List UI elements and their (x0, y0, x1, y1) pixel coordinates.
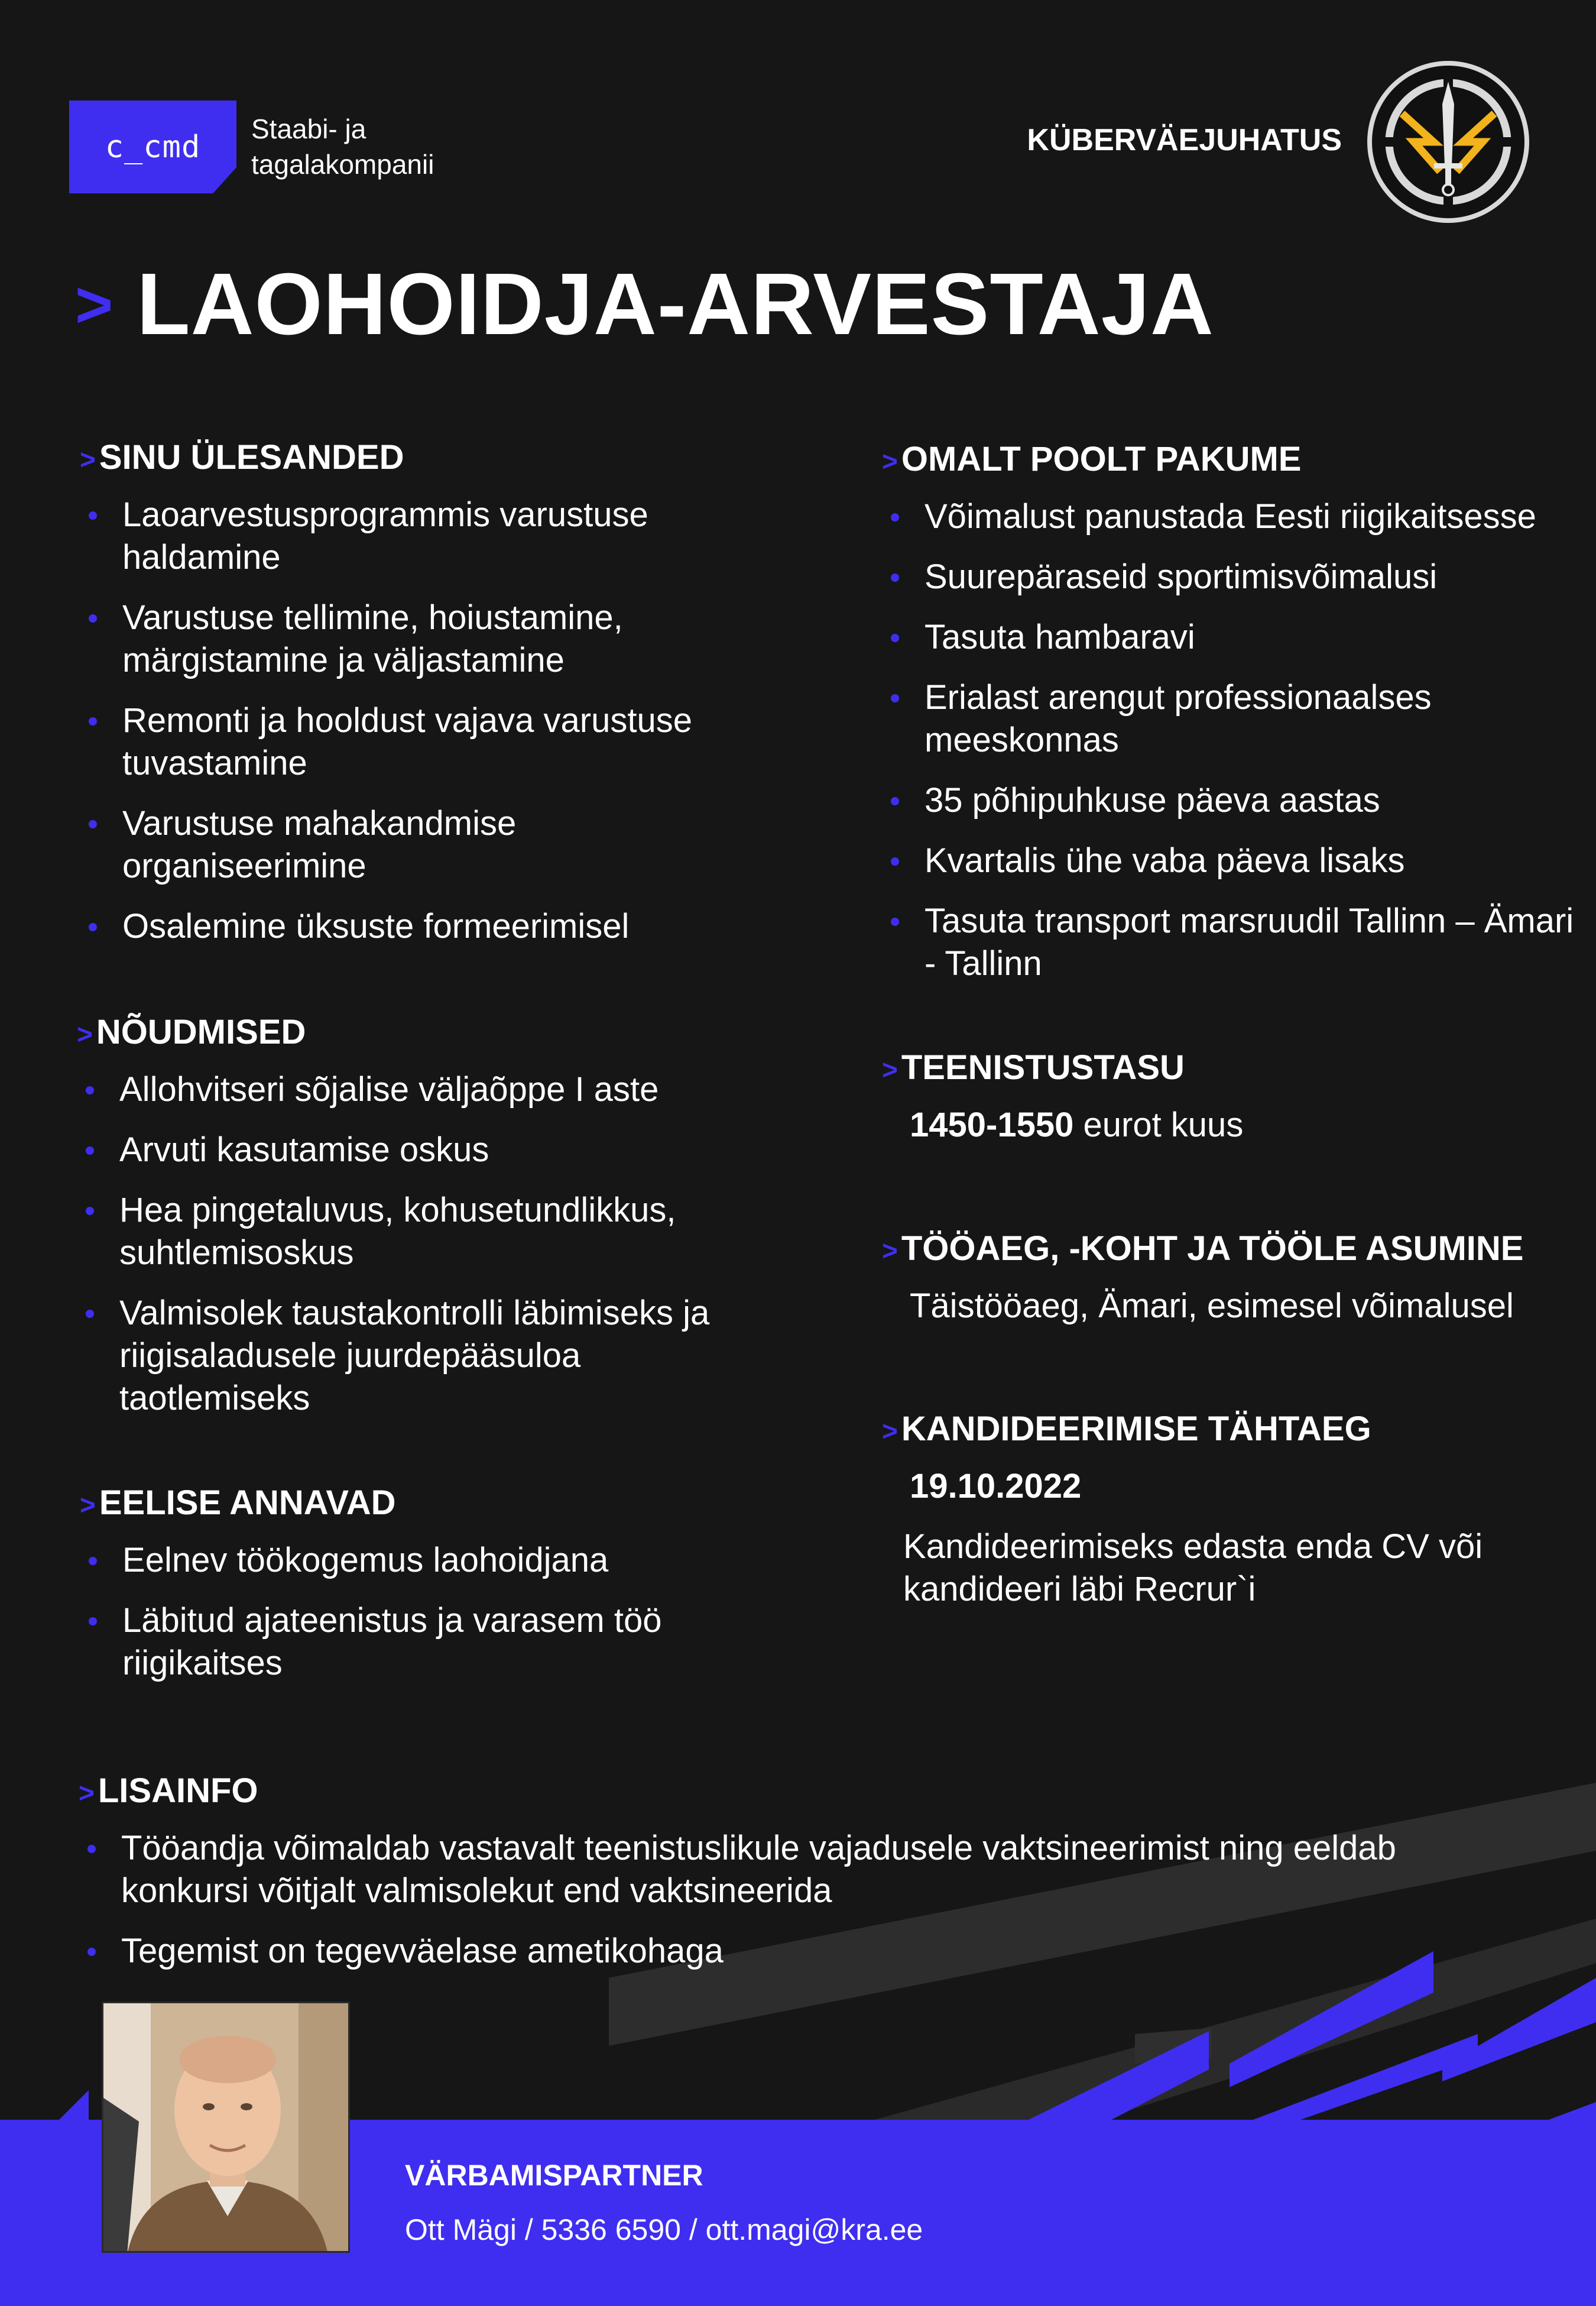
offer-list (882, 495, 1579, 985)
tasks-list (80, 494, 760, 948)
deadline-section (882, 1409, 1579, 1611)
salary-amount: 1450-1550 (910, 1106, 1074, 1144)
list-item: Valmisolek taustakontrolli läbimiseks ja riigisaladusele juurdepääsuloa taotlemiseks (77, 1292, 768, 1420)
offer-heading: > OMALT POOLT PAKUME (882, 440, 1302, 478)
requirements-heading: > NÕUDMISED (77, 1013, 306, 1051)
worktime-text: Täistööaeg, Ämari, esimesel võimalusel (910, 1287, 1514, 1325)
extra-heading: > LISAINFO (79, 1771, 258, 1810)
list-item: Suurepäraseid sportimisvõimalusi (882, 556, 1579, 598)
list-item: Remonti ja hooldust vajava varustuse tuvastamine (80, 699, 760, 785)
list-item: Võimalust panustada Eesti riigikaitsesse (882, 495, 1579, 538)
worktime-section (882, 1229, 1579, 1327)
salary-suffix: eurot kuus (1073, 1106, 1244, 1144)
logo-text: c_cmd (105, 129, 201, 165)
page-title (75, 255, 1214, 353)
list-item: Allohvitseri sõjalise väljaõppe I aste (77, 1068, 768, 1111)
deadline-date: 19.10.2022 (910, 1467, 1082, 1505)
recruiter-label: VÄRBAMISPARTNER (405, 2159, 703, 2192)
salary-section (882, 1048, 1579, 1146)
deadline-heading: > KANDIDEERIMISE TÄHTAEG (882, 1410, 1371, 1448)
list-item: Eelnev töökogemus laohoidjana (80, 1539, 760, 1582)
list-item: Tööandja võimaldab vastavalt teenistuslikule vajadusele vaktsineerimist ning eeldab konkursi võitjalt valmisolekut end vaktsineerida (79, 1827, 1481, 1912)
company-line-1: Staabi- ja (251, 114, 366, 144)
company-line-2: tagalakompanii (251, 149, 434, 180)
list-item: Tasuta hambaravi (882, 616, 1579, 659)
list-item: Kvartalis ühe vaba päeva lisaks (882, 840, 1579, 882)
list-item: Arvuti kasutamise oskus (77, 1129, 768, 1171)
extra-list (79, 1827, 1568, 1973)
list-item: Osalemine üksuste formeerimisel (80, 905, 760, 948)
company-name (251, 111, 488, 182)
list-item: Erialast arengut professionaalses meeskonnas (882, 676, 1579, 762)
worktime-heading: > TÖÖAEG, -KOHT JA TÖÖLE ASUMINE (882, 1229, 1524, 1268)
extra-section (79, 1771, 1568, 1990)
list-item: Tasuta transport marsruudil Tallinn – Ämari - Tallinn (882, 900, 1579, 985)
deadline-text: Kandideerimiseks edasta enda CV või kandideeri läbi Recrur`i (903, 1527, 1483, 1608)
salary-value (882, 1104, 1579, 1146)
list-item: Hea pingetaluvus, kohusetundlikkus, suhtlemisoskus (77, 1189, 768, 1274)
requirements-list (77, 1068, 768, 1420)
person-silhouette-icon (103, 2003, 350, 2253)
org-name: KÜBERVÄEJUHATUS (1027, 123, 1342, 157)
tasks-section (80, 438, 760, 966)
list-item: Tegemist on tegevväelase ametikohaga (79, 1930, 1568, 1973)
recruiter-photo (102, 2001, 350, 2253)
list-item: Läbitud ajateenistus ja varasem töö riigikaitses (80, 1599, 760, 1685)
recruiter-contact[interactable]: Ott Mägi / 5336 6590 / ott.magi@kra.ee (405, 2213, 923, 2246)
advantages-list (80, 1539, 760, 1685)
list-item: Varustuse mahakandmise organiseerimine (80, 802, 760, 888)
cyber-command-emblem-icon (1365, 59, 1531, 225)
title-text: LAOHOIDJA-ARVESTAJA (137, 255, 1214, 353)
advantages-heading: > EELISE ANNAVAD (80, 1484, 396, 1522)
salary-heading: > TEENISTUSTASU (882, 1048, 1185, 1087)
tasks-heading: > SINU ÜLESANDED (80, 438, 404, 477)
list-item: Varustuse tellimine, hoiustamine, märgistamine ja väljastamine (80, 597, 760, 682)
title-chevron: > (75, 268, 113, 341)
advantages-section (80, 1483, 760, 1702)
list-item: 35 põhipuhkuse päeva aastas (882, 779, 1579, 822)
offer-section (882, 439, 1579, 1003)
requirements-section (77, 1012, 768, 1437)
list-item: Laoarvestusprogrammis varustuse haldamine (80, 494, 760, 579)
